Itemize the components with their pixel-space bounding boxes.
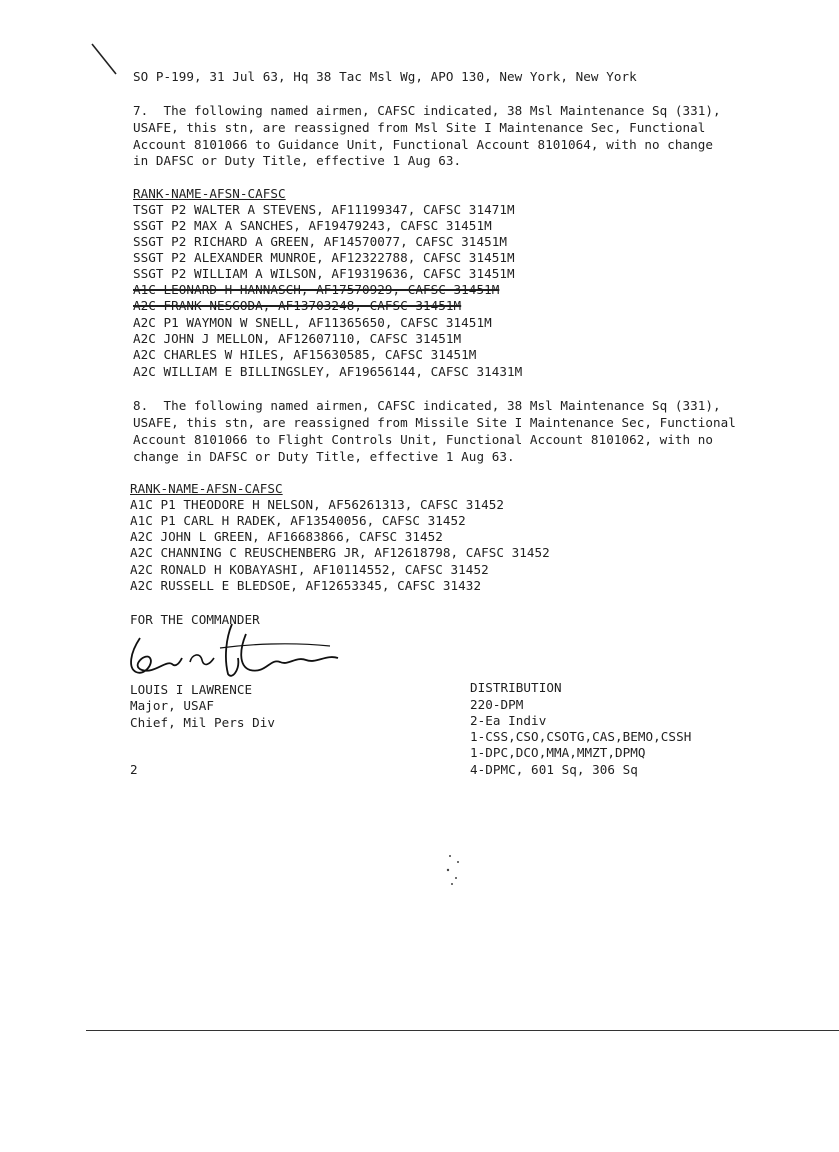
para8-airman-row: A2C JOHN L GREEN, AF16683866, CAFSC 31452 xyxy=(130,529,443,544)
para8-list-header: RANK-NAME-AFSN-CAFSC xyxy=(130,481,283,496)
para7-airman-row: A2C CHARLES W HILES, AF15630585, CAFSC 31451M xyxy=(133,347,477,362)
para8-line-3: Account 8101066 to Flight Controls Unit, Functional Account 8101062, with no xyxy=(133,432,714,447)
para7-airman-row: SSGT P2 RICHARD A GREEN, AF14570077, CAFSC 31451M xyxy=(133,234,507,249)
distribution-line: 1-DPC,DCO,MMA,MMZT,DPMQ xyxy=(470,745,646,760)
para7-line-2: USAFE, this stn, are reassigned from Msl Site I Maintenance Sec, Functional xyxy=(133,120,706,135)
distribution-line: 220-DPM xyxy=(470,697,524,712)
para8-airman-row: A1C P1 THEODORE H NELSON, AF56261313, CAFSC 31452 xyxy=(130,497,504,512)
para7-list-header: RANK-NAME-AFSN-CAFSC xyxy=(133,186,286,201)
handwritten-signature xyxy=(120,618,350,682)
signer-name: LOUIS I LAWRENCE xyxy=(130,682,253,697)
pen-stroke-mark xyxy=(90,40,120,80)
for-the-commander: FOR THE COMMANDER xyxy=(130,612,260,627)
scan-specks xyxy=(440,850,470,890)
para7-airman-row: SSGT P2 MAX A SANCHES, AF19479243, CAFSC 31451M xyxy=(133,218,492,233)
para8-airman-row: A1C P1 CARL H RADEK, AF13540056, CAFSC 31452 xyxy=(130,513,466,528)
para8-line-2: USAFE, this stn, are reassigned from Missile Site I Maintenance Sec, Functional xyxy=(133,415,736,430)
distribution-line: 4-DPMC, 601 Sq, 306 Sq xyxy=(470,762,638,777)
para8-airman-row: A2C CHANNING C REUSCHENBERG JR, AF12618798, CAFSC 31452 xyxy=(130,545,550,560)
para7-airman-row: TSGT P2 WALTER A STEVENS, AF11199347, CAFSC 31471M xyxy=(133,202,515,217)
distribution-line: 1-CSS,CSO,CSOTG,CAS,BEMO,CSSH xyxy=(470,729,692,744)
page-number: 2 xyxy=(130,762,138,777)
signer-title: Chief, Mil Pers Div xyxy=(130,715,276,730)
para7-airman-row: A2C WILLIAM E BILLINGSLEY, AF19656144, CAFSC 31431M xyxy=(133,364,523,379)
para8-airman-row: A2C RONALD H KOBAYASHI, AF10114552, CAFSC 31452 xyxy=(130,562,489,577)
para8-line-1: 8. The following named airmen, CAFSC indicated, 38 Msl Maintenance Sq (331), xyxy=(133,398,721,413)
bottom-rule xyxy=(86,1030,839,1031)
para7-line-3: Account 8101066 to Guidance Unit, Functional Account 8101064, with no change xyxy=(133,137,714,152)
para7-airman-row-struck: A2C FRANK NESGODA, AF13703248, CAFSC 31451M xyxy=(133,298,462,313)
para8-line-4: change in DAFSC or Duty Title, effective 1 Aug 63. xyxy=(133,449,515,464)
para8-airman-row: A2C RUSSELL E BLEDSOE, AF12653345, CAFSC 31432 xyxy=(130,578,482,593)
para7-airman-row: SSGT P2 ALEXANDER MUNROE, AF12322788, CAFSC 31451M xyxy=(133,250,515,265)
para7-line-1: 7. The following named airmen, CAFSC indicated, 38 Msl Maintenance Sq (331), xyxy=(133,103,721,118)
para7-line-4: in DAFSC or Duty Title, effective 1 Aug 63. xyxy=(133,153,462,168)
para7-airman-row-struck: A1C LEONARD H HANNASCH, AF17570929, CAFSC 31451M xyxy=(133,282,500,297)
para7-airman-row: A2C JOHN J MELLON, AF12607110, CAFSC 31451M xyxy=(133,331,462,346)
para7-airman-row: A2C P1 WAYMON W SNELL, AF11365650, CAFSC 31451M xyxy=(133,315,492,330)
distribution-line: 2-Ea Indiv xyxy=(470,713,547,728)
distribution-heading: DISTRIBUTION xyxy=(470,680,562,695)
para7-airman-row: SSGT P2 WILLIAM A WILSON, AF19319636, CAFSC 31451M xyxy=(133,266,515,281)
signer-rank: Major, USAF xyxy=(130,698,214,713)
special-order-header: SO P-199, 31 Jul 63, Hq 38 Tac Msl Wg, APO 130, New York, New York xyxy=(133,69,637,84)
